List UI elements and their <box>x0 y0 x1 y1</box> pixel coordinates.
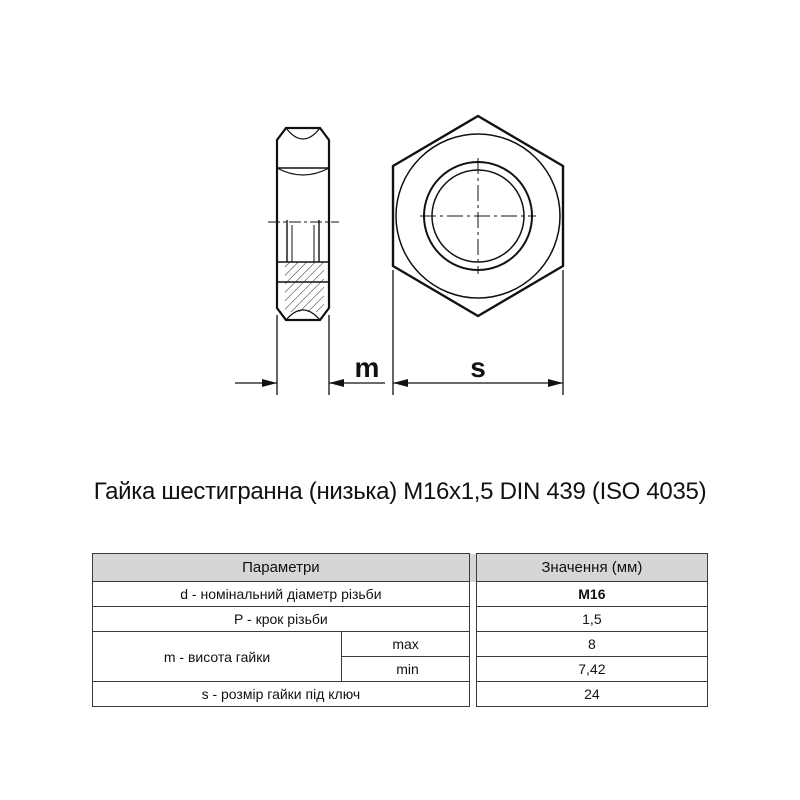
table-row <box>93 582 708 607</box>
parameters-table <box>92 553 708 707</box>
nut-side-view <box>268 128 339 320</box>
row-d-label: d - номінальний діаметр різьби <box>93 582 470 607</box>
row-m-max-value: 8 <box>476 632 707 657</box>
table-header-row <box>93 554 708 582</box>
header-parameters: Параметри <box>93 554 470 582</box>
dimension-m-label: m <box>354 352 380 383</box>
row-m-label: m - висота гайки <box>93 632 342 682</box>
row-d-value: M16 <box>476 582 707 607</box>
column-gap <box>469 632 476 657</box>
column-gap <box>469 657 476 682</box>
table-row <box>93 682 708 707</box>
row-s-label: s - розмір гайки під ключ <box>93 682 470 707</box>
dimension-s-label: s <box>470 352 486 383</box>
product-title: Гайка шестигранна (низька) M16x1,5 DIN 439 (ISO 4035) <box>93 478 707 505</box>
row-p-label: P - крок різьби <box>93 607 470 632</box>
column-gap <box>469 682 476 707</box>
row-s-value: 24 <box>476 682 707 707</box>
table-row <box>93 607 708 632</box>
column-gap <box>469 582 476 607</box>
column-gap <box>469 607 476 632</box>
column-gap <box>469 554 476 582</box>
table-row <box>93 632 708 657</box>
row-m-min-value: 7,42 <box>476 657 707 682</box>
header-values: Значення (мм) <box>476 554 707 582</box>
row-m-max-label: max <box>342 632 470 657</box>
row-p-value: 1,5 <box>476 607 707 632</box>
nut-front-view <box>393 116 563 316</box>
row-m-min-label: min <box>342 657 470 682</box>
